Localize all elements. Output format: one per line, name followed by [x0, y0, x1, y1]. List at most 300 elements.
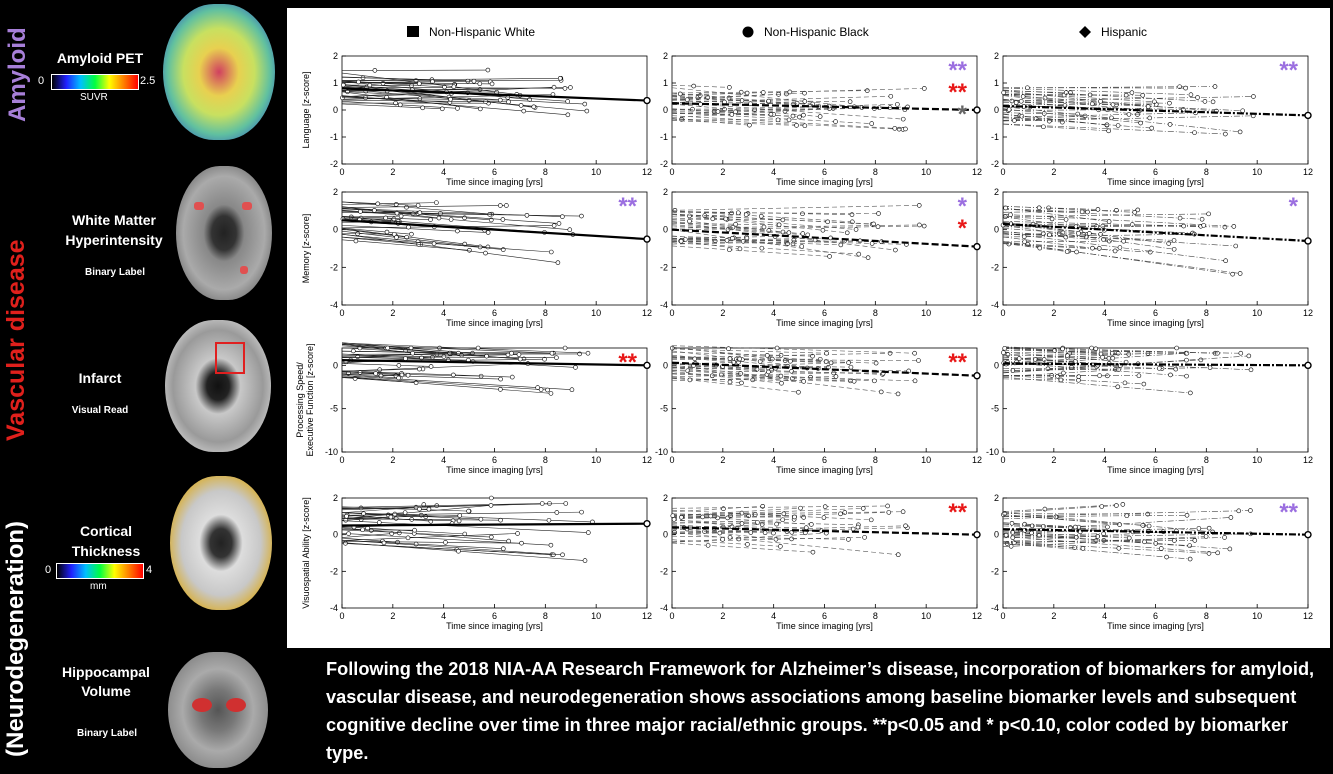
subject-trajectory — [672, 212, 879, 213]
subject-trajectory — [342, 377, 548, 390]
subject-endpoint — [429, 218, 433, 222]
subject-endpoint — [832, 371, 836, 375]
wmh-brain-image — [176, 166, 272, 300]
subject-endpoint — [877, 212, 881, 216]
subject-endpoint — [1105, 525, 1109, 529]
subject-endpoint — [467, 248, 471, 252]
x-tick-label: 6 — [1152, 167, 1159, 177]
subject-observation — [736, 211, 740, 215]
subject-trajectory — [342, 363, 431, 366]
subject-observation — [343, 541, 347, 545]
subject-observation — [386, 346, 390, 350]
subject-endpoint — [782, 512, 786, 516]
subject-endpoint — [1199, 358, 1203, 362]
y-axis-label: Visuospatial Ability [z-score] — [301, 497, 311, 609]
subject-endpoint — [1122, 239, 1126, 243]
subject-trajectory — [672, 85, 729, 87]
subject-endpoint — [852, 379, 856, 383]
subject-observation — [728, 535, 732, 539]
subject-observation — [1154, 541, 1158, 545]
subject-endpoint — [417, 82, 421, 86]
subject-endpoint — [442, 354, 446, 358]
subject-observation — [1017, 357, 1021, 361]
subject-endpoint — [410, 84, 414, 88]
subject-endpoint — [1133, 210, 1137, 214]
subject-observation — [670, 346, 674, 350]
subject-observation — [1056, 374, 1060, 378]
subject-endpoint — [1086, 210, 1090, 214]
subject-observation — [1047, 206, 1051, 210]
y-tick-label: -4 — [990, 603, 999, 613]
subject-observation — [1197, 526, 1201, 530]
subject-endpoint — [1146, 105, 1150, 109]
subject-endpoint — [1185, 513, 1189, 517]
subject-observation — [763, 531, 767, 535]
subject-endpoint — [1139, 121, 1143, 125]
y-tick-label: -2 — [329, 566, 338, 577]
subject-observation — [522, 109, 526, 113]
x-tick-label: 4 — [441, 167, 447, 177]
subject-endpoint — [1249, 368, 1253, 372]
cortical-title — [56, 521, 156, 561]
subject-observation — [417, 507, 421, 511]
subject-observation — [1090, 246, 1094, 250]
x-tick-label: 10 — [921, 167, 932, 177]
x-tick-label: 6 — [1152, 611, 1159, 621]
subject-endpoint — [1101, 355, 1105, 359]
subject-observation — [795, 123, 799, 127]
y-tick-label: 0 — [332, 105, 338, 115]
subject-observation — [893, 126, 897, 130]
subject-observation — [1006, 353, 1010, 357]
subject-endpoint — [516, 531, 520, 535]
x-tick-label: 10 — [1252, 455, 1263, 465]
group-mean-endpoint — [644, 521, 650, 527]
wmh-lesion-marker — [240, 266, 248, 274]
x-tick-label: 4 — [441, 455, 447, 465]
subject-observation — [1125, 514, 1129, 518]
subject-endpoint — [1247, 354, 1251, 358]
subject-endpoint — [798, 506, 802, 510]
subject-endpoint — [1102, 532, 1106, 536]
subject-observation — [779, 374, 783, 378]
group-mean-endpoint — [644, 98, 650, 104]
subject-observation — [1118, 245, 1122, 249]
hippocampal-sub: Binary Label — [76, 728, 138, 739]
subject-observation — [851, 527, 855, 531]
subject-observation — [489, 496, 493, 500]
suvr-unit: SUVR — [80, 92, 108, 103]
subject-endpoint — [896, 392, 900, 396]
subject-observation — [800, 212, 804, 216]
subject-observation — [449, 97, 453, 101]
subject-endpoint — [564, 502, 568, 506]
subject-observation — [856, 525, 860, 529]
subject-observation — [438, 346, 442, 350]
subject-endpoint — [411, 351, 415, 355]
subject-trajectory — [342, 205, 506, 207]
significance-marker: * — [957, 101, 967, 128]
x-tick-label: 6 — [491, 167, 498, 177]
subject-observation — [870, 241, 874, 245]
subject-trajectory — [1003, 535, 1145, 542]
subject-observation — [358, 210, 362, 214]
hippocampal-title-line2: Volume — [81, 683, 131, 699]
x-tick-label: 2 — [1051, 308, 1057, 318]
y-tick-label: -5 — [659, 403, 668, 414]
subject-observation — [379, 374, 383, 378]
x-tick-label: 2 — [720, 611, 726, 621]
subject-observation — [485, 354, 489, 358]
subject-observation — [403, 357, 407, 361]
x-tick-label: 12 — [1302, 611, 1314, 621]
subject-observation — [389, 515, 393, 519]
subject-endpoint — [888, 351, 892, 355]
subject-observation — [373, 68, 377, 72]
subject-endpoint — [440, 107, 444, 111]
subject-observation — [452, 85, 456, 89]
y-tick-label: -2 — [659, 566, 668, 577]
x-tick-label: 0 — [1000, 611, 1006, 621]
x-tick-label: 0 — [669, 167, 675, 177]
subject-trajectory — [672, 352, 813, 356]
subject-observation — [341, 83, 345, 87]
subject-observation — [394, 202, 398, 206]
subject-observation — [1048, 233, 1052, 237]
subject-endpoint — [922, 86, 926, 90]
subject-endpoint — [1232, 224, 1236, 228]
subject-observation — [563, 346, 567, 350]
subject-observation — [394, 235, 398, 239]
x-tick-label: 10 — [921, 611, 932, 621]
subject-observation — [727, 347, 731, 351]
subject-endpoint — [913, 351, 917, 355]
subject-endpoint — [1202, 223, 1206, 227]
group-mean-endpoint — [974, 244, 980, 250]
subject-observation — [1090, 346, 1094, 350]
x-tick-label: 10 — [1252, 308, 1263, 318]
subject-endpoint — [1174, 367, 1178, 371]
subject-observation — [897, 127, 901, 131]
subject-endpoint — [437, 216, 441, 220]
subject-endpoint — [1228, 547, 1232, 551]
y-tick-label: -5 — [329, 403, 338, 414]
subject-trajectory — [1003, 88, 1191, 95]
y-axis-label: Processing Speed/ — [295, 362, 305, 438]
subject-endpoint — [857, 252, 861, 256]
x-tick-label: 4 — [771, 167, 777, 177]
y-tick-label: -1 — [659, 132, 668, 142]
x-tick-label: 4 — [1102, 167, 1108, 177]
subject-observation — [803, 99, 807, 103]
subject-observation — [378, 368, 382, 372]
cortical-brain-image — [170, 476, 272, 610]
thickness-min: 0 — [45, 564, 52, 576]
subject-observation — [1184, 358, 1188, 362]
subject-observation — [359, 506, 363, 510]
subject-endpoint — [429, 364, 433, 368]
x-tick-label: 0 — [339, 611, 345, 621]
subject-endpoint — [848, 100, 852, 104]
plot-axes-box — [1003, 498, 1308, 608]
subject-endpoint — [887, 510, 891, 514]
subject-observation — [801, 113, 805, 117]
y-tick-label: -4 — [329, 300, 338, 310]
subject-observation — [385, 230, 389, 234]
wmh-title-line1: White Matter — [72, 212, 156, 228]
y-tick-label: -2 — [659, 159, 668, 169]
subject-endpoint — [560, 215, 564, 219]
subject-endpoint — [517, 353, 521, 357]
x-tick-label: 0 — [339, 308, 345, 318]
x-tick-label: 6 — [821, 455, 828, 465]
subject-observation — [1059, 378, 1063, 382]
subject-observation — [685, 98, 689, 102]
subject-trajectory — [1003, 375, 1139, 376]
subject-endpoint — [1229, 515, 1233, 519]
subject-endpoint — [863, 535, 867, 539]
subject-endpoint — [893, 248, 897, 252]
subject-endpoint — [510, 375, 514, 379]
subject-observation — [716, 110, 720, 114]
subject-endpoint — [791, 242, 795, 246]
subject-endpoint — [1185, 374, 1189, 378]
subject-endpoint — [861, 506, 865, 510]
x-axis-label: Time since imaging [yrs] — [776, 318, 873, 328]
y-tick-label: 0 — [662, 105, 668, 115]
group-mean-endpoint — [1305, 532, 1311, 538]
subject-endpoint — [1241, 109, 1245, 113]
subject-observation — [467, 98, 471, 102]
group-mean-endpoint — [1305, 238, 1311, 244]
figure-caption: Following the 2018 NIA-AA Research Framework for Alzheimer’s disease, incorporation of biomarkers for amyloid, vascular disease, and neurodegeneration shows associations among baseline biomarker levels and subsequent cognitive decline over time in three major racial/ethnic groups. **p<0.05 and * p<0.10, color coded by biomarker type. — [326, 659, 1315, 763]
group-mean-endpoint — [1305, 362, 1311, 368]
subject-observation — [1237, 509, 1241, 513]
subject-observation — [1010, 521, 1014, 525]
hippocampal-brain-image — [168, 652, 268, 768]
subject-observation — [377, 520, 381, 524]
subject-trajectory — [1003, 241, 1233, 274]
subject-endpoint — [552, 224, 556, 228]
group-mean-trend — [342, 524, 647, 526]
group-mean-endpoint — [974, 532, 980, 538]
subject-endpoint — [498, 98, 502, 102]
subject-endpoint — [749, 530, 753, 534]
subject-endpoint — [406, 373, 410, 377]
significance-marker: ** — [1279, 499, 1298, 526]
x-tick-label: 0 — [339, 455, 345, 465]
group-mean-endpoint — [1305, 112, 1311, 118]
subject-observation — [463, 216, 467, 220]
subject-observation — [414, 542, 418, 546]
subject-observation — [1037, 206, 1041, 210]
subject-endpoint — [427, 507, 431, 511]
subject-endpoint — [1141, 93, 1145, 97]
subject-trajectory — [1003, 124, 1109, 131]
y-tick-label: 1 — [662, 78, 668, 88]
vascular-side-label: Vascular disease — [2, 239, 30, 441]
subject-observation — [776, 118, 780, 122]
x-tick-label: 8 — [542, 167, 548, 177]
subject-endpoint — [869, 518, 873, 522]
y-tick-label: 0 — [993, 360, 999, 371]
y-tick-label: 0 — [662, 224, 668, 235]
x-tick-label: 2 — [720, 308, 726, 318]
subject-endpoint — [760, 522, 764, 526]
y-tick-label: -10 — [654, 447, 668, 457]
x-tick-label: 6 — [491, 455, 498, 465]
subject-endpoint — [489, 535, 493, 539]
subject-trajectory — [1003, 243, 1067, 251]
subject-endpoint — [1182, 224, 1186, 228]
y-tick-label: -4 — [329, 603, 338, 613]
x-tick-label: 12 — [641, 167, 653, 177]
subject-endpoint — [804, 526, 808, 530]
subject-observation — [1080, 210, 1084, 214]
subject-observation — [679, 515, 683, 519]
infarct-sub: Visual Read — [71, 405, 129, 416]
x-tick-label: 2 — [390, 308, 396, 318]
group-mean-trend — [342, 360, 647, 365]
subject-endpoint — [1189, 93, 1193, 97]
subject-endpoint — [556, 261, 560, 265]
subject-observation — [483, 251, 487, 255]
subject-observation — [765, 353, 769, 357]
x-tick-label: 10 — [1252, 167, 1263, 177]
subject-endpoint — [1142, 382, 1146, 386]
infarct-title: Infarct — [78, 370, 122, 386]
subject-observation — [759, 214, 763, 218]
x-axis-label: Time since imaging [yrs] — [1107, 621, 1204, 631]
subject-endpoint — [1213, 85, 1217, 89]
subject-endpoint — [489, 503, 493, 507]
subject-observation — [539, 388, 543, 392]
subject-trajectory — [672, 226, 924, 230]
subject-trajectory — [1003, 360, 1201, 371]
x-axis-label: Time since imaging [yrs] — [1107, 318, 1204, 328]
subject-trajectory — [672, 508, 800, 516]
x-tick-label: 4 — [1102, 611, 1108, 621]
x-tick-label: 4 — [771, 611, 777, 621]
subject-trajectory — [1003, 506, 1116, 513]
subject-endpoint — [766, 370, 770, 374]
subject-observation — [1193, 131, 1197, 135]
subject-endpoint — [540, 502, 544, 506]
subject-observation — [1101, 224, 1105, 228]
subject-endpoint — [1127, 536, 1131, 540]
x-tick-label: 8 — [872, 455, 878, 465]
subject-observation — [734, 222, 738, 226]
subject-endpoint — [520, 541, 524, 545]
x-tick-label: 0 — [1000, 455, 1006, 465]
y-tick-label: -4 — [990, 300, 999, 310]
subject-endpoint — [586, 351, 590, 355]
x-tick-label: 0 — [669, 611, 675, 621]
subject-endpoint — [1167, 101, 1171, 105]
subject-observation — [476, 346, 480, 350]
subject-endpoint — [917, 203, 921, 207]
subject-trajectory — [1003, 377, 1190, 393]
x-tick-label: 8 — [542, 611, 548, 621]
subject-trajectory — [1003, 536, 1218, 552]
subject-endpoint — [781, 218, 785, 222]
cortical-title-line2: Thickness — [71, 543, 141, 559]
subject-observation — [421, 106, 425, 110]
subject-observation — [356, 80, 360, 84]
y-tick-label: 2 — [332, 51, 338, 61]
subject-observation — [745, 542, 749, 546]
x-tick-label: 4 — [441, 611, 447, 621]
subject-observation — [1117, 546, 1121, 550]
subject-endpoint — [532, 105, 536, 109]
subject-observation — [1172, 539, 1176, 543]
y-tick-label: 1 — [993, 78, 999, 88]
x-axis-label: Time since imaging [yrs] — [446, 177, 543, 187]
subject-endpoint — [1208, 366, 1212, 370]
y-tick-label: -4 — [659, 300, 668, 310]
subject-observation — [1178, 216, 1182, 220]
subject-observation — [1116, 385, 1120, 389]
subject-endpoint — [1188, 391, 1192, 395]
legend-label: Non-Hispanic White — [429, 25, 536, 39]
subject-endpoint — [583, 102, 587, 106]
subject-endpoint — [486, 68, 490, 72]
subject-endpoint — [413, 528, 417, 532]
subject-observation — [718, 531, 722, 535]
subject-trajectory — [672, 540, 780, 547]
suvr-colorbar — [51, 74, 139, 90]
subject-endpoint — [1211, 100, 1215, 104]
subject-observation — [1175, 346, 1179, 350]
subject-trajectory — [1003, 543, 1190, 559]
subject-observation — [739, 372, 743, 376]
x-tick-label: 12 — [641, 308, 653, 318]
subject-endpoint — [510, 351, 514, 355]
y-tick-label: -5 — [990, 403, 999, 414]
subject-endpoint — [917, 358, 921, 362]
x-tick-label: 8 — [872, 611, 878, 621]
subject-observation — [725, 238, 729, 242]
subject-observation — [687, 219, 691, 223]
subject-endpoint — [504, 203, 508, 207]
y-tick-label: 2 — [332, 493, 338, 503]
x-tick-label: 6 — [821, 611, 828, 621]
legend-marker-circle — [743, 27, 754, 38]
subject-observation — [1147, 524, 1151, 528]
x-tick-label: 6 — [1152, 308, 1159, 318]
subject-observation — [679, 239, 683, 243]
x-tick-label: 2 — [390, 611, 396, 621]
subject-observation — [821, 228, 825, 232]
x-tick-label: 12 — [1302, 455, 1314, 465]
x-tick-label: 12 — [971, 455, 983, 465]
subject-observation — [1130, 91, 1134, 95]
x-tick-label: 4 — [771, 308, 777, 318]
subject-endpoint — [579, 214, 583, 218]
subject-observation — [1087, 231, 1091, 235]
subject-endpoint — [472, 79, 476, 83]
legend-label: Hispanic — [1101, 25, 1148, 39]
subject-observation — [558, 76, 562, 80]
x-tick-label: 8 — [872, 308, 878, 318]
group-mean-endpoint — [644, 362, 650, 368]
subject-trajectory — [1003, 87, 1215, 88]
subject-endpoint — [486, 231, 490, 235]
x-tick-label: 2 — [390, 167, 396, 177]
subject-endpoint — [801, 232, 805, 236]
subject-observation — [467, 509, 471, 513]
subject-observation — [381, 81, 385, 85]
